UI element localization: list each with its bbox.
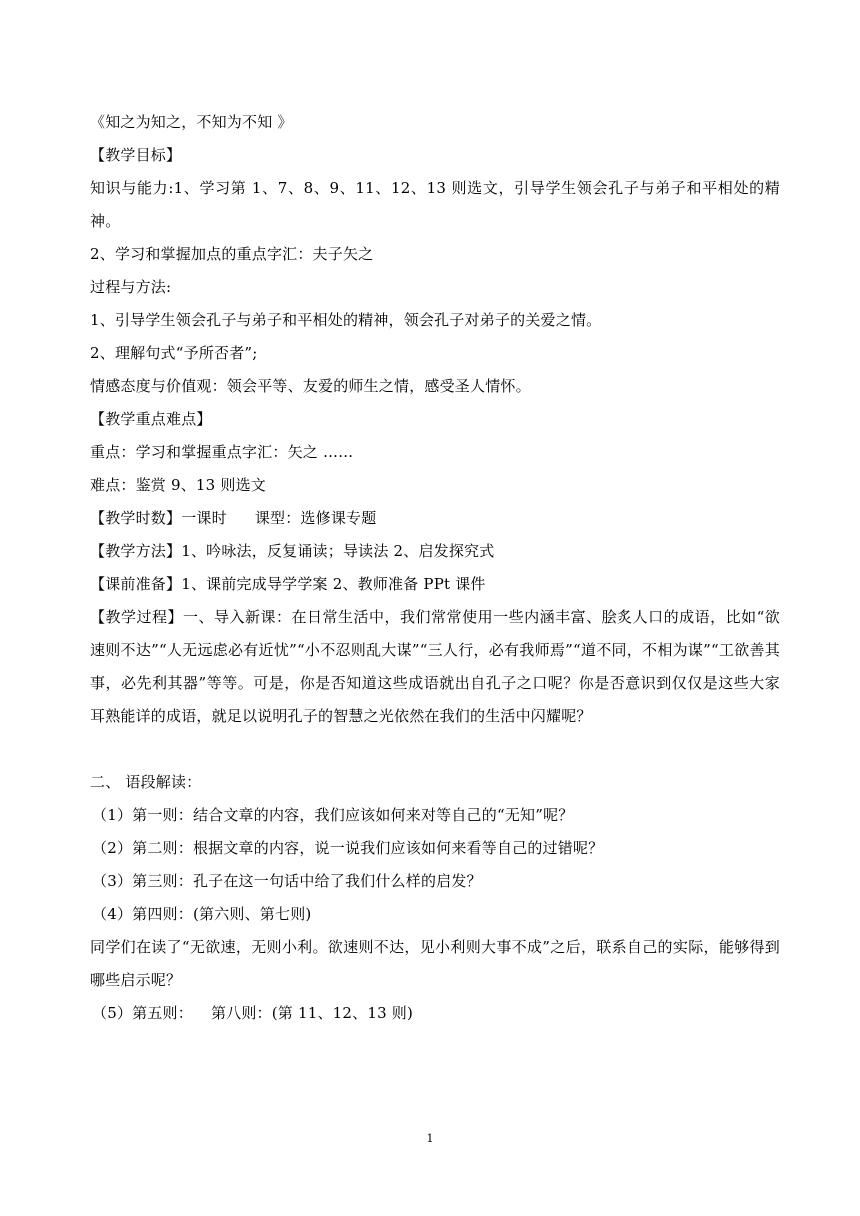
page-number: 1 (426, 1132, 434, 1145)
question-1: （1）第一则：结合文章的内容，我们应该如何来对等自己的“无知”呢？ (92, 806, 574, 824)
emotion-line: 情感态度与价值观：领会平等、友爱的师生之情，感受圣人情怀。 (90, 377, 531, 395)
hours-and-type-line (90, 502, 780, 535)
goal-knowledge-paragraph: 知识与能力:1、学习第 1、7、8、9、11、12、13 则选文，引导学生领会孔子与弟子和平相处的精神。 (90, 179, 780, 230)
teaching-process-paragraph: 【教学过程】一、导入新课：在日常生活中，我们常常使用一些内涵丰富、脍炙人口的成语，比如“欲速则不达”“人无远虑必有近忧”“小不忍则乱大谋”“三人行，必有我师焉”“道不同，不相为谋”“工欲善其事，必先利其器”等等。可是，你是否知道这些成语就出自孔子之口呢？你是否意识到仅仅是这些大家耳熟能详的成语，就足以说明孔子的智慧之光依然在我们的生活中闪耀呢？ (90, 608, 780, 725)
question-4-paragraph: 同学们在读了“无欲速，无则小利。欲速则不达，见小利则大事不成”之后，联系自己的实际，能够得到哪些启示呢？ (90, 938, 780, 989)
process-item-1: 1、引导学生领会孔子与弟子和平相处的精神，领会孔子对弟子的关爱之情。 (90, 311, 602, 329)
question-3: （3）第三则：孔子在这一句话中给了我们什么样的启发？ (92, 872, 482, 890)
method-line: 【教学方法】1、吟咏法，反复诵读；导读法 2、启发探究式 (90, 542, 495, 560)
question-2: （2）第二则：根据文章的内容，说一说我们应该如何来看等自己的过错呢？ (92, 839, 604, 857)
document-title: 《知之为知之，不知为不知 》 (90, 113, 293, 131)
difficulty-line: 难点：鉴赏 9、13 则选文 (90, 476, 266, 494)
keypoint-line: 重点：学习和掌握重点字汇：矢之 …… (90, 443, 354, 461)
question-4: （4）第四则：(第六则、第七则) (92, 905, 312, 923)
goal-vocab-line: 2、学习和掌握加点的重点字汇：夫子矢之 (90, 245, 374, 263)
process-item-2: 2、理解句式“予所否者”; (90, 344, 258, 362)
prep-line: 【课前准备】1、课前完成导学学案 2、教师准备 PPt 课件 (90, 575, 486, 593)
hours-text: 【教学时数】一课时 (90, 509, 227, 527)
question-5: （5）第五则： (92, 1004, 193, 1022)
goals-heading: 【教学目标】 (90, 146, 182, 164)
question-5-extra: 第八则：(第 11、12、13 则) (210, 1004, 414, 1022)
lesson-type-text: 课型：选修课专题 (254, 509, 377, 527)
document-body (90, 106, 780, 1030)
process-method-heading: 过程与方法: (90, 278, 172, 296)
question-5-line (90, 997, 780, 1030)
blank-line (90, 733, 780, 766)
keypoints-heading: 【教学重点难点】 (90, 410, 212, 428)
section-two-heading: 二、 语段解读： (90, 773, 202, 791)
